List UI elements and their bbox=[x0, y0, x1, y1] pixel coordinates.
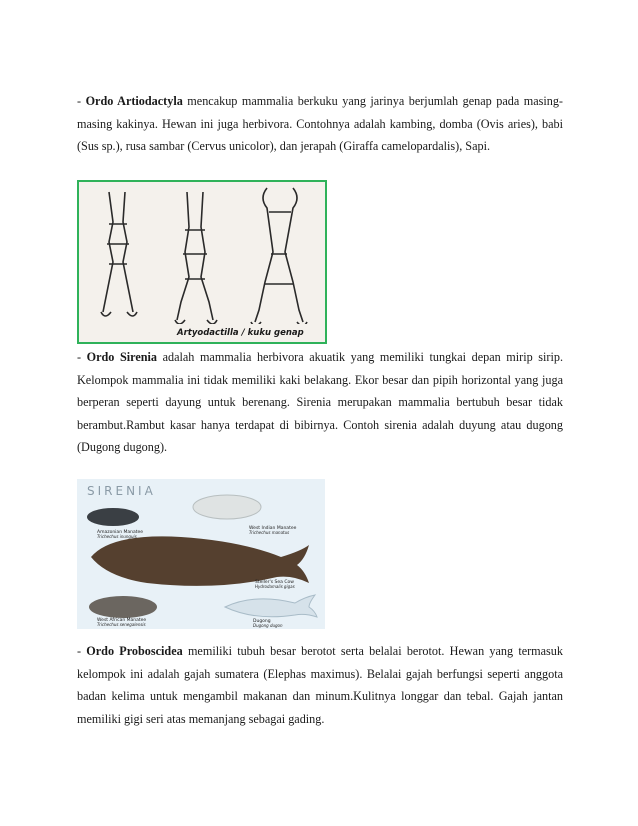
label-dugong-sci: Dugong dugon bbox=[253, 623, 283, 628]
amazonian-manatee-shape bbox=[87, 508, 139, 526]
label-dugong: Dugong bbox=[253, 619, 271, 624]
paragraph-artiodactyla bbox=[77, 90, 563, 158]
list-dash: - bbox=[77, 350, 87, 364]
list-dash: - bbox=[77, 644, 87, 658]
label-west-indian-manatee: West Indian Manatee bbox=[249, 526, 297, 531]
artiodactyla-skeleton-figure bbox=[77, 180, 327, 344]
term-sirenia: Ordo Sirenia bbox=[86, 350, 157, 364]
list-dash: - bbox=[77, 94, 86, 108]
sirenia-illustration bbox=[77, 479, 325, 629]
sirenia-figure bbox=[77, 479, 325, 629]
label-stellers-sea-cow-sci: Hydrodamalis gigas bbox=[255, 584, 295, 589]
west-indian-manatee-shape bbox=[193, 495, 261, 519]
label-stellers-sea-cow: Steller's Sea Cow bbox=[255, 580, 294, 585]
west-african-manatee-shape bbox=[89, 596, 157, 618]
label-west-indian-manatee-sci: Trichechus manatus bbox=[249, 530, 290, 535]
paragraph-text: memiliki tubuh besar berotot serta belalai berotot. Hewan yang termasuk kelompok ini adalah gajah sumatera (Elephas maximus). Belalai gajah berfungsi seperti anggota badan kelima untuk mengambil makanan dan minum.Kulitnya longgar dan tebal. Gajah jantan memiliki gigi seri atas memanjang sebagai gading. bbox=[77, 644, 563, 726]
term-proboscidea: Ordo Proboscidea bbox=[86, 644, 183, 658]
label-amazonian-manatee-sci: Trichechus inunguis bbox=[97, 534, 137, 539]
paragraph-text: adalah mammalia herbivora akuatik yang memiliki tungkai depan mirip sirip. Kelompok mammalia ini tidak memiliki kaki belakang. Ekor besar dan pipih horizontal yang juga berperan seperti dayung untuk berenang. Sirenia merupakan mammalia bertubuh besar tidak berambut.Rambut kasar hanya terdapat di bibirnya. Contoh sirenia adalah duyung atau dugong (Dugong dugong). bbox=[77, 350, 563, 455]
paragraph-proboscidea bbox=[77, 640, 563, 730]
label-amazonian-manatee: Amazonian Manatee bbox=[97, 530, 144, 535]
figure-title: SIRENIA bbox=[87, 484, 156, 498]
figure-caption: Artyodactilla / kuku genap bbox=[177, 328, 304, 338]
label-west-african-manatee-sci: Trichechus senegalensis bbox=[97, 622, 146, 627]
artiodactyla-skeleton-illustration bbox=[79, 182, 325, 342]
term-artiodactyla: Ordo Artiodactyla bbox=[85, 94, 183, 108]
label-west-african-manatee: West African Manatee bbox=[97, 618, 147, 623]
paragraph-sirenia bbox=[77, 346, 563, 459]
paragraph-text: mencakup mammalia berkuku yang jarinya berjumlah genap pada masing-masing kakinya. Hewan ini juga herbivora. Contohnya adalah kambing, domba (Ovis aries), babi (Sus sp.), rusa sambar (Cervus unicolor), dan jerapah (Giraffa camelopardalis), Sapi. bbox=[77, 94, 563, 154]
